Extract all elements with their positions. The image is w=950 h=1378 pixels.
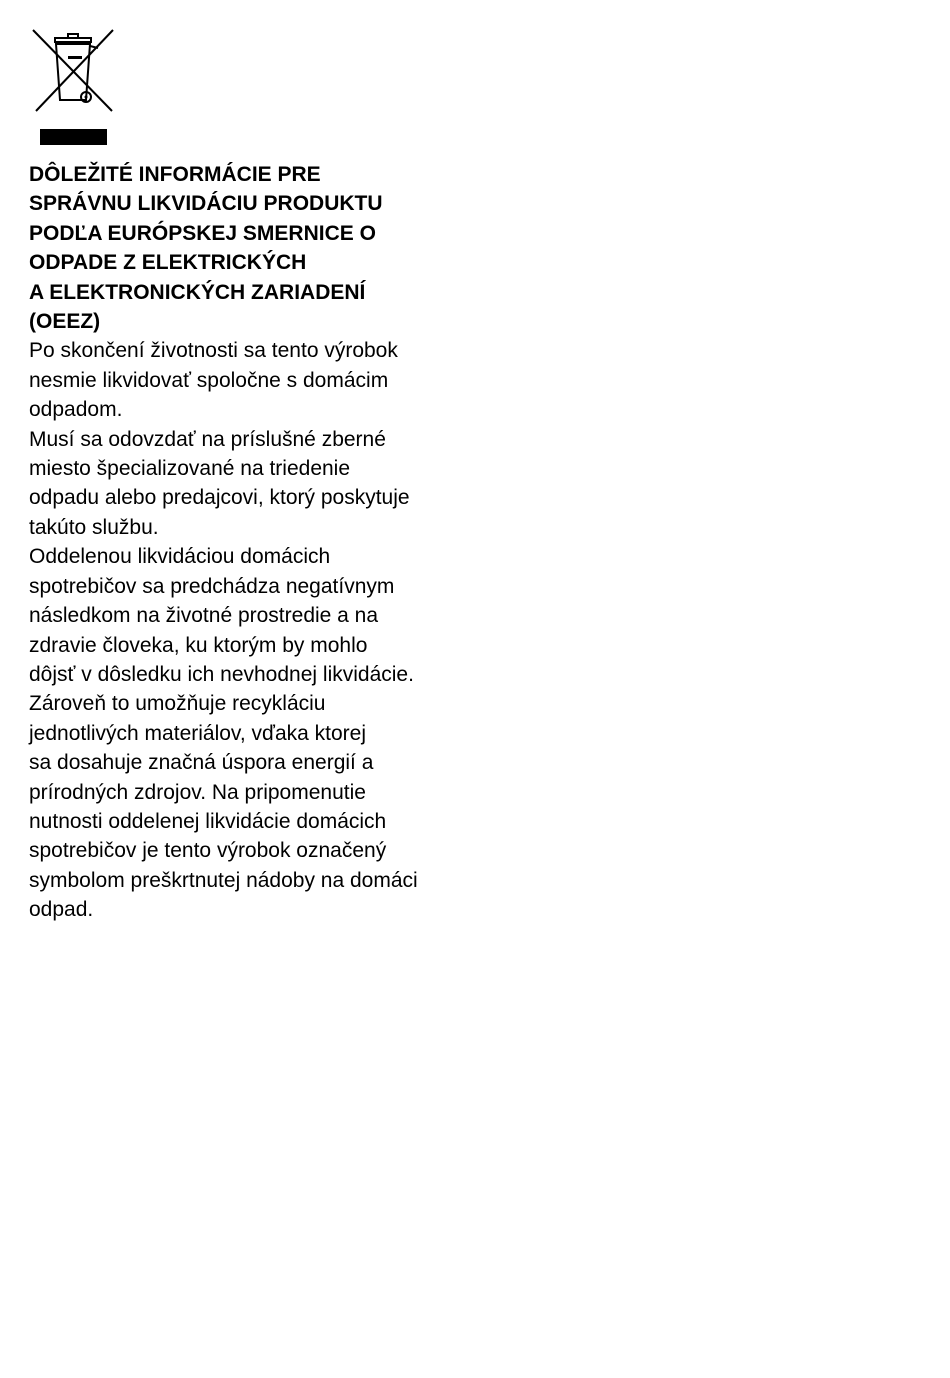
body-line: nutnosti oddelenej likvidácie domácich bbox=[29, 809, 387, 833]
heading-line: A ELEKTRONICKÝCH ZARIADENÍ bbox=[29, 280, 366, 304]
body-line: jednotlivých materiálov, vďaka ktorej bbox=[29, 721, 366, 745]
body-line: nesmie likvidovať spoločne s domácim bbox=[29, 368, 389, 392]
crossed-out-wheelie-bin-icon bbox=[28, 26, 118, 148]
body-line: Musí sa odovzdať na príslušné zberné bbox=[29, 427, 386, 451]
notice-heading bbox=[29, 160, 459, 336]
heading-line: DÔLEŽITÉ INFORMÁCIE PRE bbox=[29, 163, 321, 186]
body-line: symbolom preškrtnutej nádoby na domáci bbox=[29, 868, 418, 892]
heading-line: SPRÁVNU LIKVIDÁCIU PRODUKTU bbox=[29, 192, 383, 216]
body-line: prírodných zdrojov. Na pripomenutie bbox=[29, 780, 366, 804]
notice-body bbox=[29, 336, 459, 924]
body-line: následkom na životné prostredie a na bbox=[29, 604, 379, 628]
body-line: zdravie človeka, ku ktorým by mohlo bbox=[29, 633, 368, 657]
body-line: takúto službu. bbox=[29, 515, 159, 539]
body-line: odpadu alebo predajcovi, ktorý poskytuje bbox=[29, 486, 410, 510]
heading-line: ODPADE Z ELEKTRICKÝCH bbox=[29, 251, 307, 275]
heading-line: (OEEZ) bbox=[29, 310, 101, 334]
heading-line: PODĽA EURÓPSKEJ SMERNICE O bbox=[29, 221, 376, 245]
body-line: Oddelenou likvidáciou domácich bbox=[29, 545, 331, 569]
body-line: sa dosahuje značná úspora energií a bbox=[29, 751, 374, 775]
body-line: odpadom. bbox=[29, 398, 123, 422]
body-line: spotrebičov sa predchádza negatívnym bbox=[29, 574, 395, 598]
weee-notice bbox=[29, 160, 459, 925]
body-line: miesto špecializované na triedenie bbox=[29, 457, 351, 481]
body-line: Zároveň to umožňuje recykláciu bbox=[29, 692, 326, 716]
body-line: Po skončení životnosti sa tento výrobok bbox=[29, 339, 398, 363]
body-line: odpad. bbox=[29, 898, 94, 922]
body-line: dôjsť v dôsledku ich nevhodnej likvidácie. bbox=[29, 662, 414, 686]
body-line: spotrebičov je tento výrobok označený bbox=[29, 839, 387, 863]
